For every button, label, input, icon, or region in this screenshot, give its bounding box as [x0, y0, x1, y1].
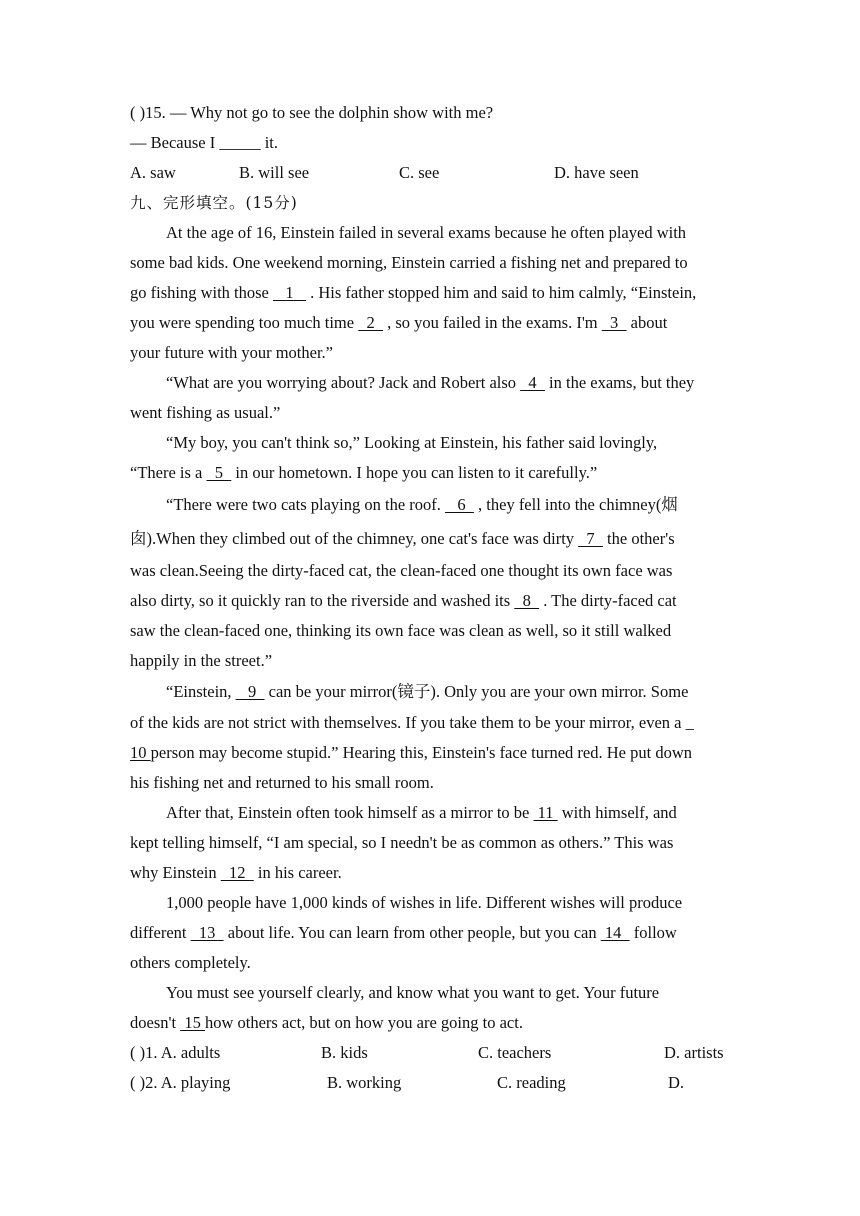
passage-line — [130, 278, 730, 308]
passage-line: your future with your mother.” — [130, 343, 333, 362]
text: person may become stupid.” Hearing this, Einstein's face turned red. He put down — [150, 743, 692, 762]
cloze-blank-1: 1 — [273, 283, 306, 302]
passage-line: 1,000 people have 1,000 kinds of wishes in life. Different wishes will produce — [166, 893, 683, 912]
text: After that, Einstein often took himself as a mirror to be — [166, 803, 534, 822]
passage-line — [130, 858, 730, 888]
cloze-blank-9: 9 — [235, 682, 265, 701]
passage-line: happily in the street.” — [130, 651, 273, 670]
passage-line: “My boy, you can't think so,” Looking at Einstein, his father said lovingly, — [166, 433, 658, 452]
question-1-options — [130, 1038, 730, 1068]
question-15-stem — [130, 98, 730, 128]
question-text: 15. — Why not go to see the dolphin show with me? — [145, 103, 494, 122]
option-b: B. will see — [239, 163, 310, 182]
cloze-blank-13: 13 — [190, 923, 224, 942]
question-15-options — [130, 158, 730, 188]
option-a: 1. A. adults — [145, 1043, 221, 1062]
text: follow — [629, 923, 677, 942]
passage-line — [130, 522, 730, 556]
option-d: D. — [668, 1073, 685, 1092]
cloze-blank-4: 4 — [520, 373, 545, 392]
text: about — [626, 313, 668, 332]
text: 囱).When they climbed out of the chimney, one cat's face was dirty — [130, 529, 579, 548]
passage-line: You must see yourself clearly, and know what you want to get. Your future — [166, 983, 660, 1002]
cloze-blank-5: 5 — [206, 463, 232, 482]
option-a: 2. A. playing — [145, 1073, 231, 1092]
question-15-reply — [130, 128, 730, 158]
passage-line — [130, 676, 730, 707]
option-c: C. reading — [497, 1073, 566, 1092]
option-c: C. see — [399, 163, 440, 182]
section-heading: 九、完形填空。(15分) — [130, 194, 298, 212]
cloze-blank-10: 10 — [130, 743, 151, 762]
passage-line — [130, 488, 730, 522]
cloze-blank-12: 12 — [220, 863, 254, 882]
blank-start: _ — [685, 713, 694, 732]
option-b: B. working — [327, 1073, 402, 1092]
cloze-blank-15: 15 — [180, 1013, 205, 1032]
text: , so you failed in the exams. I'm — [382, 313, 602, 332]
text: also dirty, so it quickly ran to the riverside and washed its — [130, 591, 515, 610]
cloze-blank-6: 6 — [445, 495, 474, 514]
text: can be your mirror(镜子). Only you are your own mirror. Some — [264, 682, 689, 701]
passage-line — [130, 918, 730, 948]
passage-line: saw the clean-faced one, thinking its own face was clean as well, so it still walked — [130, 621, 672, 640]
question-2-options — [130, 1068, 730, 1098]
text: doesn't — [130, 1013, 181, 1032]
passage-line: others completely. — [130, 953, 251, 972]
cloze-blank-7: 7 — [578, 529, 603, 548]
text: “What are you worrying about? Jack and Robert also — [166, 373, 521, 392]
text: , they fell into the chimney(烟 — [473, 495, 678, 514]
text: “Einstein, — [166, 682, 236, 701]
text: in his career. — [253, 863, 342, 882]
option-b: B. kids — [321, 1043, 368, 1062]
answer-paren: ( ) — [130, 1073, 146, 1092]
passage-line: was clean.Seeing the dirty-faced cat, the clean-faced one thought its own face was — [130, 561, 673, 580]
cloze-blank-3: 3 — [601, 313, 627, 332]
passage-line: went fishing as usual.” — [130, 403, 281, 422]
text: in our hometown. I hope you can listen to it carefully.” — [231, 463, 598, 482]
text: “There were two cats playing on the roof. — [166, 495, 446, 514]
passage-line — [130, 798, 730, 828]
text: in the exams, but they — [544, 373, 695, 392]
passage-line — [130, 458, 730, 488]
text: how others act, but on how you are going to act. — [204, 1013, 523, 1032]
text: different — [130, 923, 191, 942]
cloze-blank-2: 2 — [358, 313, 383, 332]
passage-line — [130, 738, 730, 768]
text: “There is a — [130, 463, 207, 482]
answer-paren: ( ) — [130, 1043, 146, 1062]
cloze-blank-11: 11 — [533, 803, 558, 822]
cloze-blank-8: 8 — [514, 591, 540, 610]
passage-line: his fishing net and returned to his small room. — [130, 773, 434, 792]
answer-blank: _____ — [219, 133, 261, 152]
text: about life. You can learn from other people, but you can — [223, 923, 601, 942]
passage-line: some bad kids. One weekend morning, Einstein carried a fishing net and prepared to — [130, 253, 688, 272]
text: of the kids are not strict with themselves. If you take them to be your mirror, even a — [130, 713, 686, 732]
text: you were spending too much time — [130, 313, 359, 332]
option-a: A. saw — [130, 163, 176, 182]
reply-text: — Because I — [130, 133, 220, 152]
passage-line: At the age of 16, Einstein failed in several exams because he often played with — [166, 223, 687, 242]
passage-line — [130, 707, 730, 738]
reply-text: it. — [260, 133, 279, 152]
option-c: C. teachers — [478, 1043, 552, 1062]
cloze-blank-14: 14 — [600, 923, 630, 942]
exam-page — [130, 98, 730, 1098]
passage-line — [130, 586, 730, 616]
passage-line — [130, 368, 730, 398]
text: . His father stopped him and said to him calmly, “Einstein, — [306, 283, 697, 302]
passage-line: kept telling himself, “I am special, so I needn't be as common as others.” This was — [130, 833, 674, 852]
text: . The dirty-faced cat — [539, 591, 677, 610]
text: go fishing with those — [130, 283, 273, 302]
option-d: D. artists — [664, 1043, 724, 1062]
text: the other's — [602, 529, 675, 548]
option-d: D. have seen — [554, 163, 639, 182]
text: with himself, and — [557, 803, 677, 822]
passage-line — [130, 308, 730, 338]
text: why Einstein — [130, 863, 221, 882]
answer-paren: ( ) — [130, 103, 146, 122]
passage-line — [130, 1008, 730, 1038]
